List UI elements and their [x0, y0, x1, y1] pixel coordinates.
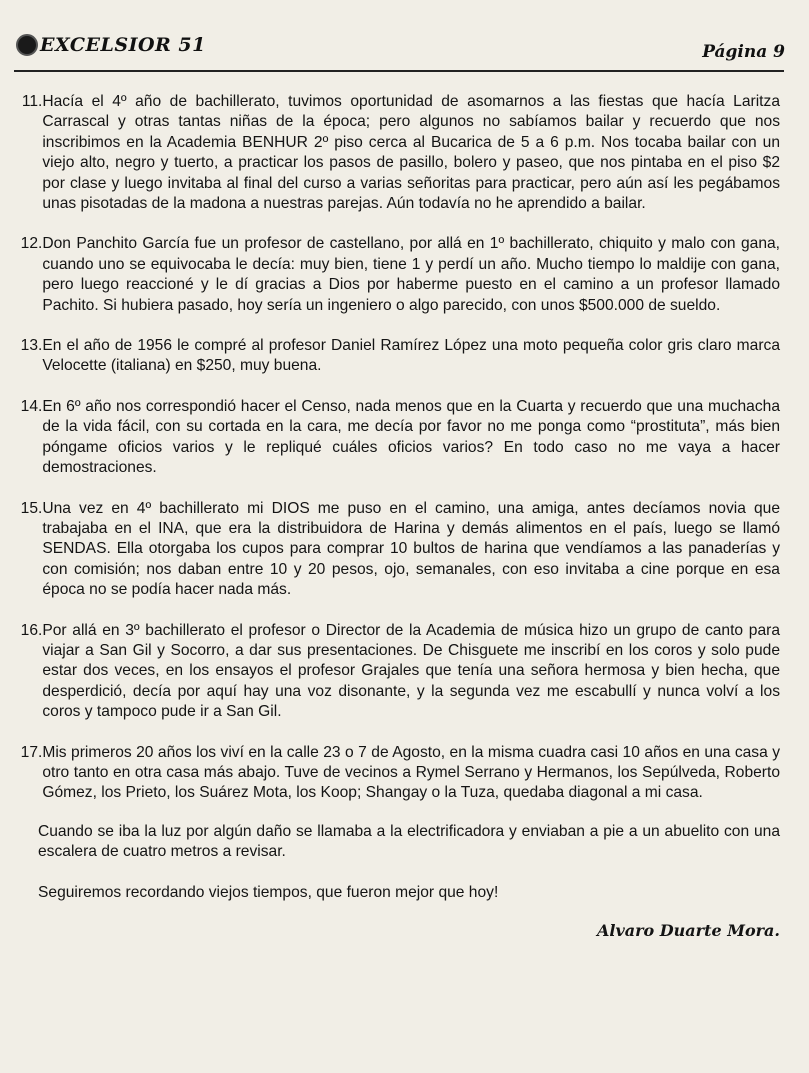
item-text: Hacía el 4º año de bachillerato, tuvimos oportunidad de asomarnos a las fiestas que hacía Laritza Carrascal y otras tantas niñas de la época; pero algunos no sabíamos bailar y recuerdo que nos inscribimos en la Academia BENHUR 2º piso cerca al Bucarica de 5 a 6 p.m. Nos tocaba bailar con un viejo alto, negro y tuerto, a practicar los pasos de pasillo, bolero y paseo, que nos pintaba en el piso $2 por clase y luego invitaba al final del curso a varias señoritas para practicar, pero aún así les pegábamos unas pisotadas de la madona a nuestras parejas. Aún todavía no he aprendido a bailar.: [42, 93, 780, 213]
item-number: 15: [20, 499, 38, 517]
list-item: 16 . Por allá en 3º bachillerato el profesor o Director de la Academia de música hizo un grupo de canto para viajar a San Gil y Socorro, a dar sus presentaciones. De Chisguete me inscribí en los coros y solo pude estar dos veces, en los ensayos el profesor Grajales que tenía una señora hermosa y bien hecha, que desperdició, decía por aquí hay una voz disonante, y la segunda vez me escabullí y nunca volví a los coros y tampoco pude ir a San Gil.: [16, 621, 780, 723]
item-number: 17: [20, 743, 38, 761]
logo-text: EXCELSIOR 51: [40, 34, 206, 56]
item-number: 11: [21, 93, 38, 110]
item-text: Por allá en 3º bachillerato el profesor o Director de la Academia de música hizo un grupo de canto para viajar a San Gil y Socorro, a dar sus presentaciones. De Chisguete me inscribí en los coros y solo pude estar dos veces, en los ensayos el profesor Grajales que tenía una señora hermosa y bien hecha, que desperdició, decía por aquí hay una voz disonante, y la segunda vez me escabullí y nunca volví a los coros y tampoco pude ir a San Gil.: [42, 621, 780, 721]
closing-line: Seguiremos recordando viejos tiempos, que fueron mejor que hoy!: [38, 883, 499, 901]
extra-paragraph: Cuando se iba la luz por algún daño se llamaba a la electrificadora y enviaban a pie a un abuelito con una escalera de cuatro metros a revisar.: [38, 822, 780, 861]
item-text: En 6º año nos correspondió hacer el Censo, nada menos que en la Cuarta y recuerdo que una muchacha de la vida fácil, con su cortada en la cara, me decía por favor no me ponga como “prostituta”, más bien póngame oficios varios y le repliqué cuáles oficios varios? En todo caso no me vaya a hacer demostraciones.: [42, 397, 780, 477]
item-text: Mis primeros 20 años los viví en la calle 23 o 7 de Agosto, en la misma cuadra casi 10 años en una casa y otro tanto en otra casa más abajo. Tuve de vecinos a Rymel Serrano y Hermanos, los Sepúlveda, Roberto Gómez, los Prieto, los Suárez Mota, los Koop; Shangay o la Tuza, quedaba diagonal a mi casa.: [42, 743, 780, 802]
item-text: En el año de 1956 le compré al profesor Daniel Ramírez López una moto pequeña color gris claro marca Velocette (italiana) en $250, muy buena.: [42, 337, 780, 375]
page-header: [10, 34, 785, 68]
publication-logo: [16, 34, 206, 56]
author-signature: Alvaro Duarte Mora.: [596, 921, 780, 940]
list-item: 14 . En 6º año nos correspondió hacer el Censo, nada menos que en la Cuarta y recuerdo que una muchacha de la vida fácil, con su cortada en la cara, me decía por favor no me ponga como “prostituta”, más bien póngame oficios varios y le repliqué cuáles oficios varios? En todo caso no me vaya a hacer demostraciones.: [16, 397, 780, 479]
list-item: 11 . Hacía el 4º año de bachillerato, tuvimos oportunidad de asomarnos a las fiestas que hacía Laritza Carrascal y otras tantas niñas de la época; pero algunos no sabíamos bailar y recuerdo que nos inscribimos en la Academia BENHUR 2º piso cerca al Bucarica de 5 a 6 p.m. Nos tocaba bailar con un viejo alto, negro y tuerto, a practicar los pasos de pasillo, bolero y paseo, que nos pintaba en el piso $2 por clase y luego invitaba al final del curso a varias señoritas para practicar, pero aún así les pegábamos unas pisotadas de la madona a nuestras parejas. Aún todavía no he aprendido a bailar.: [16, 92, 780, 214]
page-number: Página 9: [702, 42, 785, 62]
item-number: 12: [20, 235, 38, 253]
item-text: Una vez en 4º bachillerato mi DIOS me puso en el camino, una amiga, antes decíamos novia que trabajaba en el INA, que era la distribuidora de Harina y demás alimentos en el país, luego se llamó SENDAS. Ella otorgaba los cupos para comprar 10 bultos de harina que vendíamos a las panaderías y con comisión; nos daban entre 10 y 20 pesos, ojo, semanales, con eso invitaba a cine porque en esa época no se podía hacer nada más.: [42, 499, 780, 599]
list-item: 12 . Don Panchito García fue un profesor de castellano, por allá en 1º bachillerato, chiquito y malo con gana, cuando uno se equivocaba le decía: muy bien, tiene 1 y perdí un año. Mucho tiempo lo maldije con gana, pero luego reaccioné y le dí gracias a Dios por haberme puesto en el camino a un profesor llamado Pachito. Si hubiera pasado, hoy sería un ingeniero o algo parecido, con unos $500.000 de sueldo.: [16, 234, 780, 316]
item-number: 16: [20, 621, 38, 639]
item-number: 14: [20, 397, 38, 415]
list-item: 15 . Una vez en 4º bachillerato mi DIOS me puso en el camino, una amiga, antes decíamos novia que trabajaba en el INA, que era la distribuidora de Harina y demás alimentos en el país, luego se llamó SENDAS. Ella otorgaba los cupos para comprar 10 bultos de harina que vendíamos a las panaderías y con comisión; nos daban entre 10 y 20 pesos, ojo, semanales, con eso invitaba a cine porque en esa época no se podía hacer nada más.: [16, 499, 780, 601]
header-divider: [14, 70, 784, 72]
list-item: 17 . Mis primeros 20 años los viví en la calle 23 o 7 de Agosto, en la misma cuadra casi 10 años en una casa y otro tanto en otra casa más abajo. Tuve de vecinos a Rymel Serrano y Hermanos, los Sepúlveda, Roberto Gómez, los Prieto, los Suárez Mota, los Koop; Shangay o la Tuza, quedaba diagonal a mi casa.: [16, 743, 780, 804]
item-number: 13: [20, 337, 38, 355]
article-body: [16, 92, 780, 941]
list-item: 13 . En el año de 1956 le compré al profesor Daniel Ramírez López una moto pequeña color gris claro marca Velocette (italiana) en $250, muy buena.: [16, 336, 780, 377]
seal-icon: [16, 34, 38, 56]
item-text: Don Panchito García fue un profesor de castellano, por allá en 1º bachillerato, chiquito y malo con gana, cuando uno se equivocaba le decía: muy bien, tiene 1 y perdí un año. Mucho tiempo lo maldije con gana, pero luego reaccioné y le dí gracias a Dios por haberme puesto en el camino a un profesor llamado Pachito. Si hubiera pasado, hoy sería un ingeniero o algo parecido, con unos $500.000 de sueldo.: [42, 235, 780, 314]
